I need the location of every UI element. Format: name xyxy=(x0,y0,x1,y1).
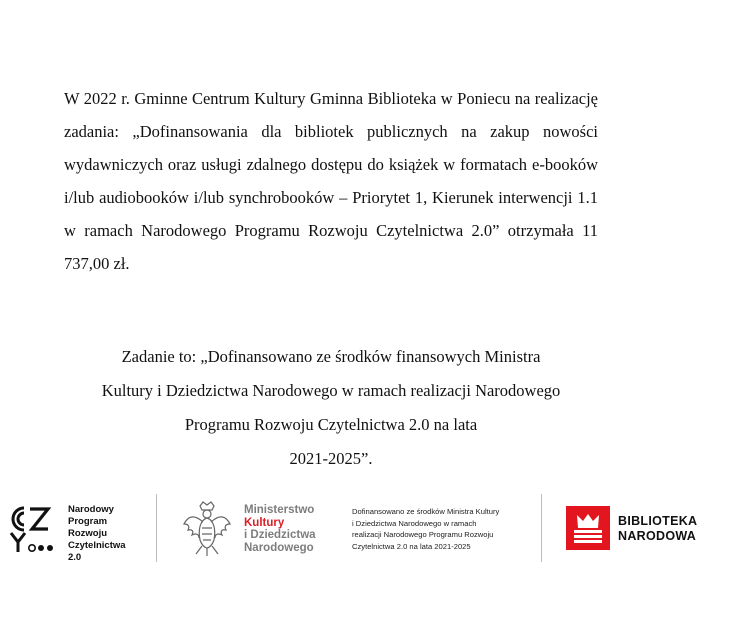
nprc-line: Czytelnictwa xyxy=(68,540,126,551)
crown-icon xyxy=(566,506,610,550)
ministry-wordmark xyxy=(244,504,316,554)
divider xyxy=(156,494,157,562)
announcement-paragraph: W 2022 r. Gminne Centrum Kultury Gminna Biblioteka w Poniecu na realizację zadania: „Dofinansowania dla bibliotek publicznych na zakup nowości wydawniczych oraz usługi zdalnego dostępu do książek w formatach e-booków i/lub audiobooków i/lub synchrobooków – Priorytet 1, Kierunek interwencji 1.1 w ramach Narodowego Programu Rozwoju Czytelnictwa 2.0” otrzymała 11 737,00 zł. xyxy=(64,89,598,273)
funding-note-line: i Dziedzictwa Narodowego w ramach xyxy=(352,518,477,528)
funding-note xyxy=(352,506,499,552)
polish-eagle-icon xyxy=(180,500,234,558)
divider xyxy=(541,494,542,562)
bn-line: NARODOWA xyxy=(618,529,697,543)
funding-note-line: Czytelnictwa 2.0 na lata 2021-2025 xyxy=(352,541,471,551)
funding-note-line: Dofinansowano ze środków Ministra Kultury xyxy=(352,507,500,516)
task-statement-line: 2021-2025”. xyxy=(289,449,373,468)
ministry-line: Ministerstwo xyxy=(244,504,315,516)
biblioteka-narodowa-wordmark xyxy=(618,514,697,544)
nprc-line: Narodowy xyxy=(68,504,114,515)
task-statement-line: Kultury i Dziedzictwa Narodowego w ramach realizacji Narodowego xyxy=(101,381,561,400)
nprc-wordmark xyxy=(68,504,126,564)
task-statement-line: Zadanie to: „Dofinansowano ze środków finansowych Ministra xyxy=(121,347,541,366)
bn-line: BIBLIOTEKA xyxy=(618,514,698,528)
funding-note-line: realizacji Narodowego Programu Rozwoju xyxy=(352,530,494,539)
ministry-line: Narodowego xyxy=(244,541,314,554)
task-statement-line: Programu Rozwoju Czytelnictwa 2.0 na lata xyxy=(184,415,478,434)
task-statement xyxy=(40,340,622,476)
nprc-line: 2.0 xyxy=(68,552,82,563)
nprc-line: Rozwoju xyxy=(68,528,108,539)
nprc-logo-icon xyxy=(8,504,60,554)
sponsor-footer xyxy=(0,490,731,570)
ministry-line: Kultury xyxy=(244,516,285,529)
ministry-line: i Dziedzictwa xyxy=(244,529,316,541)
biblioteka-narodowa-logo xyxy=(566,506,610,550)
nprc-line: Program xyxy=(68,516,108,527)
